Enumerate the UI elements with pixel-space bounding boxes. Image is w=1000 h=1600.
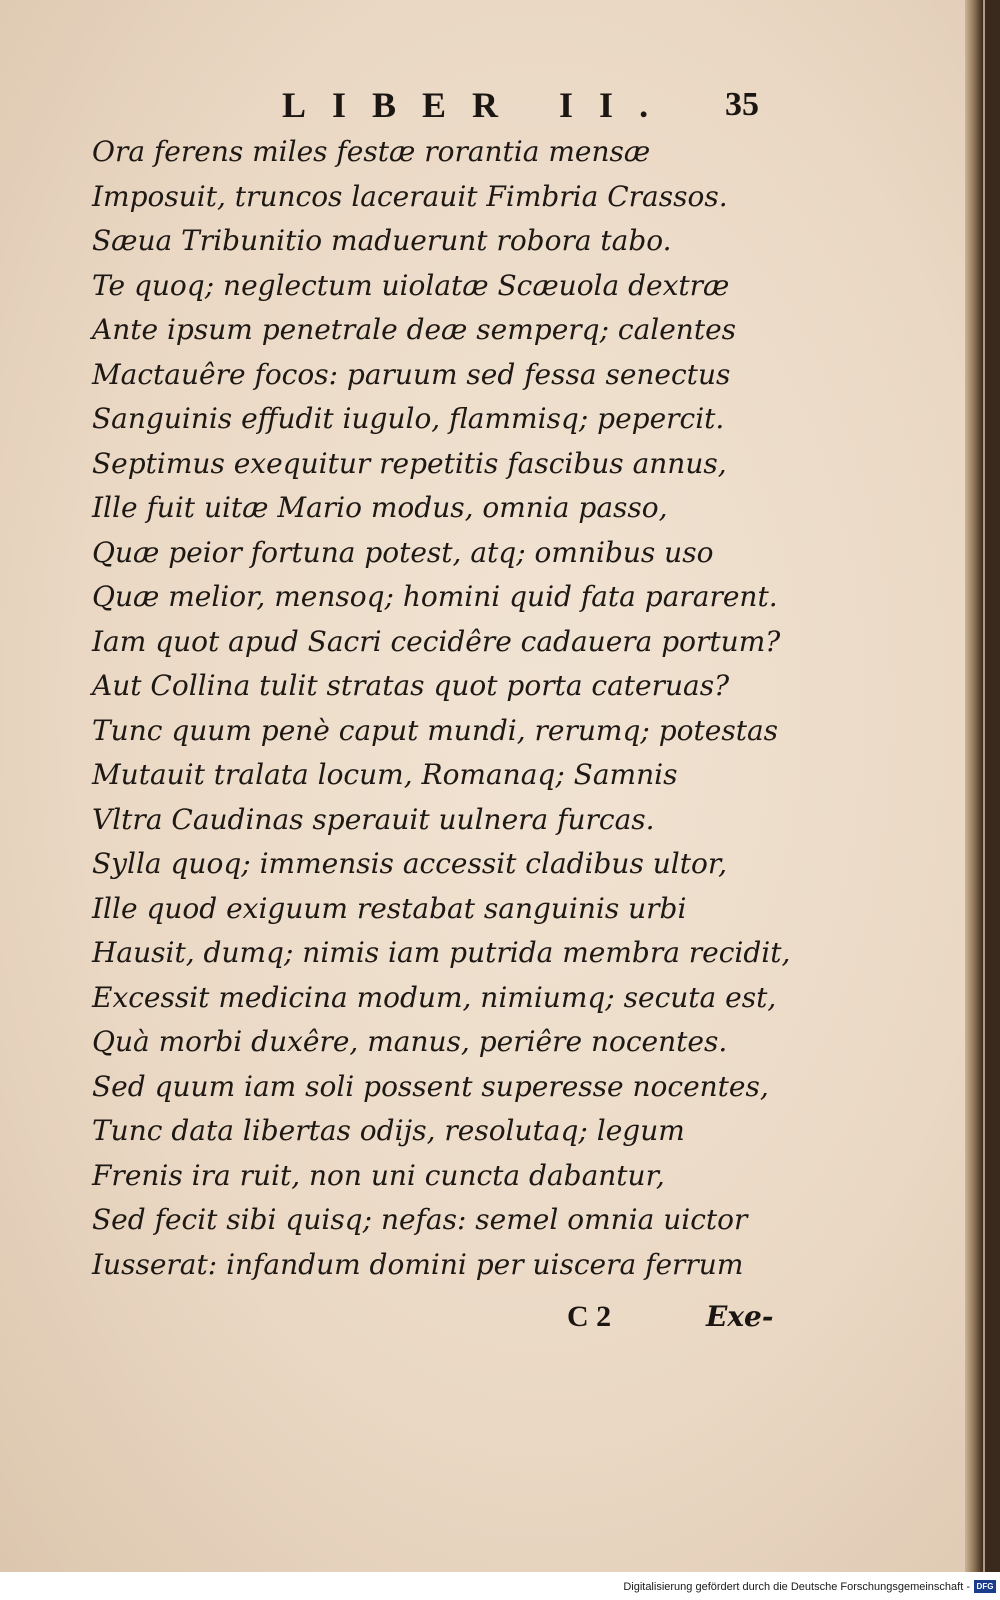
verse-line: Sed fecit sibi quisq; nefas: semel omnia uictor: [92, 1203, 748, 1236]
verse-line: Iam quot apud Sacri cecidêre cadauera portum?: [92, 624, 781, 658]
verse-line: Frenis ira ruit, non uni cuncta dabantur,: [92, 1158, 665, 1192]
page-number: 35: [725, 86, 759, 123]
verse-line: Mactauêre focos: paruum sed fessa senectus: [92, 357, 731, 391]
verse-line: Sæua Tribunitio maduerunt robora tabo.: [92, 224, 672, 257]
verse-line: Aut Collina tulit stratas quot porta cateruas?: [92, 669, 730, 702]
running-title: LIBER II.: [282, 85, 675, 125]
verse-line: Septimus exequitur repetitis fascibus annus,: [92, 446, 727, 480]
verse-line: Te quoq; neglectum uiolatæ Scæuola dextræ: [92, 268, 730, 302]
verse-line: Quæ melior, mensoq; homini quid fata pararent.: [92, 580, 778, 613]
verse-line: Sanguinis effudit iugulo, flammisq; pepercit.: [92, 402, 725, 435]
verse-line: Mutauit tralata locum, Romanaq; Samnis: [92, 758, 678, 791]
verse-line: Ille quod exiguum restabat sanguinis urbi: [92, 891, 687, 925]
dfg-logo-icon: DFG: [974, 1580, 996, 1593]
verse-line: Ora ferens miles festæ rorantia mensæ: [92, 135, 651, 168]
footer-bar: [0, 1572, 1000, 1600]
catchword: Exe-: [706, 1300, 774, 1333]
verse-line: Iusserat: infandum domini per uiscera ferrum: [92, 1247, 744, 1281]
verse-line: Hausit, dumq; nimis iam putrida membra recidit,: [92, 936, 791, 969]
verse-line: Quà morbi duxêre, manus, periêre nocentes.: [92, 1025, 728, 1058]
verse-line: Quæ peior fortuna potest, atq; omnibus uso: [92, 535, 714, 569]
funding-note: Digitalisierung gefördert durch die Deutsche Forschungsgemeinschaft -: [623, 1581, 970, 1593]
verse-line: Sed quum iam soli possent superesse nocentes,: [92, 1069, 769, 1103]
verse-line: Tunc quum penè caput mundi, rerumq; potestas: [92, 713, 779, 747]
signature-mark: C 2: [567, 1300, 612, 1333]
verse-line: Ille fuit uitæ Mario modus, omnia passo,: [92, 491, 668, 524]
verse-line: Excessit medicina modum, nimiumq; secuta est,: [92, 980, 777, 1014]
verse-line: Imposuit, truncos lacerauit Fimbria Crassos.: [92, 179, 728, 213]
page-edge: [965, 0, 983, 1572]
verse-line: Tunc data libertas odijs, resolutaq; legum: [92, 1114, 685, 1147]
verse-line: Vltra Caudinas sperauit uulnera furcas.: [92, 802, 655, 836]
verse-line: Sylla quoq; immensis accessit cladibus ultor,: [92, 847, 728, 880]
verse-block: [92, 130, 791, 1287]
verse-line: Ante ipsum penetrale deæ semperq; calentes: [92, 313, 737, 346]
